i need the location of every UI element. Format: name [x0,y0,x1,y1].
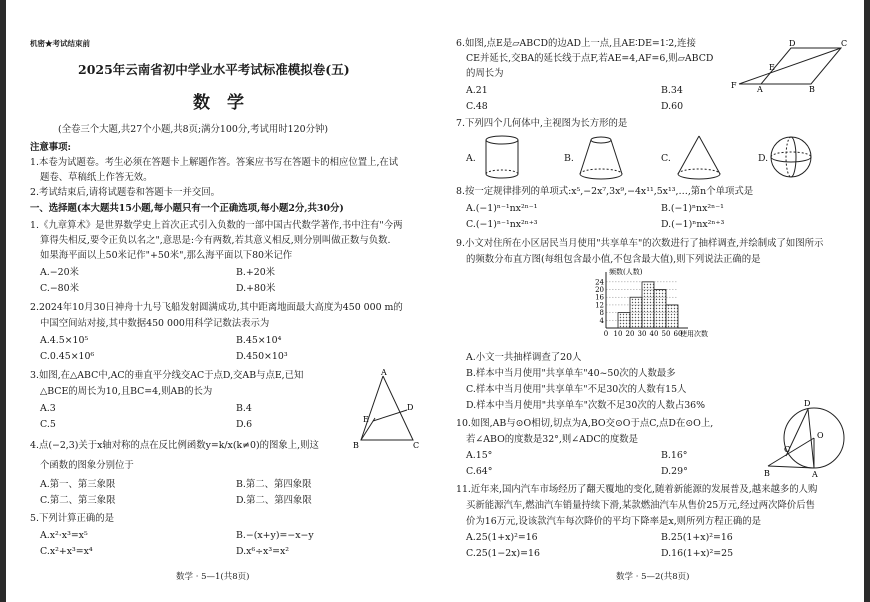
question-1-option-b: B.+20米 [236,267,276,278]
right-page [446,0,864,602]
question-1-text: 1.《九章算术》是世界数学史上首次正式引入负数的一部中国古代数学著作,书中注有"今两 [30,220,403,231]
question-6-text: 的周长为 [466,68,504,79]
question-3-option-d: D.6 [236,419,253,430]
left-page [6,0,426,602]
question-10-text: 若∠ABO的度数是32°,则∠ADC的度数是 [466,434,639,445]
x-tick-label: 30 [637,330,647,338]
circle-tangent-figure [764,400,850,478]
question-8-option-c: C.(−1)ⁿ⁻¹nx²ⁿ⁺³ [466,219,538,230]
triangle-figure [341,370,421,450]
y-tick-label: 12 [595,301,604,310]
x-tick-label: 60 [673,330,683,338]
question-1-option-d: D.+80米 [236,283,276,294]
cylinder-figure [482,134,522,180]
question-10-text: 10.如图,AB与⊙O相切,切点为A,BO交⊙O于点C,点D在⊙O上, [456,418,714,429]
figure-label: O [817,431,824,440]
question-2-option-c: C.0.45×10⁶ [40,351,95,362]
figure-label: D [804,399,811,408]
question-3-text: 3.如图,在△ABC中,AC的垂直平分线交AC于点D,交AB与点E,已知 [30,370,304,381]
question-7-option-d: D. [758,153,769,164]
question-10-option-d: D.29° [661,466,688,477]
question-2-option-b: B.45×10⁴ [236,335,282,346]
scan-edge-right [864,0,870,602]
question-11-option-b: B.25(1+x)²=16 [661,532,733,543]
question-8-option-b: B.(−1)ⁿnx²ⁿ⁻¹ [661,203,724,214]
note-line: 2.考试结束后,请将试题卷和答题卡一并交回。 [30,187,221,198]
question-2-text: 2.2024年10月30日神舟十九号飞船发射圆满成功,其中距离地面最大高度为450 000 m的 [30,302,403,313]
question-1-option-a: A.−20米 [40,267,79,278]
figure-label: A [812,470,818,479]
y-tick-label: 4 [599,316,604,325]
question-6-text: CE并延长,交BA的延长线于点F,若AE=4,AF=6,则▱ABCD [466,53,714,64]
question-4-option-a: A.第一、第三象限 [40,479,116,490]
question-5-option-a: A.x²·x³=x⁵ [40,530,88,541]
question-9-option-d: D.样本中当月使用"共享单车"次数不足30次的人数占36% [466,400,706,411]
question-4-option-d: D.第二、第四象限 [236,495,312,506]
question-11-option-d: D.16(1+x)²=25 [661,548,734,559]
figure-label: A [381,368,387,377]
question-8-text: 8.按一定规律排列的单项式:x⁵,−2x⁷,3x⁹,−4x¹¹,5x¹³,…,第n个单项式是 [456,186,754,197]
question-5-option-c: C.x²+x³=x⁴ [40,546,93,557]
question-7-option-b: B. [564,153,574,164]
y-tick-label: 16 [595,293,604,302]
question-6-option-d: D.60 [661,101,684,112]
question-11-option-c: C.25(1−2x)=16 [466,548,540,559]
question-9-option-c: C.样本中当月使用"共享单车"不足30次的人数有15人 [466,384,687,395]
figure-label: F [731,81,737,90]
y-axis-label: 频数(人数) [609,268,643,276]
sphere-figure [768,134,814,180]
frequency-histogram [592,268,722,344]
question-5-option-b: B.−(x+y)=−x−y [236,530,314,541]
question-11-text: 11.近年来,国内汽车市场经历了翻天覆地的变化,随着新能源的发展普及,越来越多的人购 [456,484,818,495]
x-tick-label: 0 [603,330,609,338]
confidential-tag: 机密★考试结束前 [30,39,90,48]
question-4-option-c: C.第二、第三象限 [40,495,116,506]
x-axis-label: 使用次数 [680,330,708,338]
question-11-text: 买新能源汽车,燃油汽车销量持续下滑,某款燃油汽车从售价25万元,经过两次降价后售 [466,500,815,511]
question-9-option-a: A.小文一共抽样调查了20人 [466,352,582,363]
question-5-text: 5.下列计算正确的是 [30,513,114,524]
question-11-text: 价为16万元,设该款汽车每次降价的平均下降率是x,则所列方程正确的是 [466,516,762,527]
figure-label: A [757,85,763,94]
histogram-bar [666,305,678,328]
cone-figure [674,134,724,180]
question-6-option-a: A.21 [466,85,488,96]
figure-label: C [413,441,420,450]
note-line: 1.本卷为试题卷。考生必须在答题卡上解题作答。答案应书写在答题卡的相应位置上,在试 [30,157,399,168]
question-7-option-c: C. [661,153,671,164]
x-tick-label: 50 [661,330,671,338]
question-4-option-b: B.第二、第四象限 [236,479,312,490]
question-5-option-d: D.x⁶÷x³=x² [236,546,290,557]
question-3-option-a: A.3 [40,403,56,414]
question-1-text: 如果海平面以上50米记作"+50米",那么海平面以下80米记作 [40,250,293,261]
question-7-text: 7.下列四个几何体中,主视图为长方形的是 [456,118,628,129]
question-9-option-b: B.样本中当月使用"共享单车"40~50次的人数最多 [466,368,676,379]
question-3-option-b: B.4 [236,403,252,414]
x-tick-label: 20 [625,330,635,338]
histogram-bar [618,313,630,328]
histogram-bar [654,290,666,328]
question-10-option-b: B.16° [661,450,688,461]
question-8-option-d: D.(−1)ⁿnx²ⁿ⁺³ [661,219,725,230]
x-tick-label: 40 [649,330,659,338]
subject-title: 数 学 [193,93,244,113]
parallelogram-figure [731,39,851,94]
question-9-text: 的频数分布直方图(每组包含最小值,不包含最大值),则下列说法正确的是 [466,254,761,265]
question-1-text: 算得失相反,要令正负以名之",意思是:今有两数,若其意义相反,则分别叫做正数与负数. [40,235,391,246]
question-2-text: 中国空间站对接,其中数据450 000用科学记数法表示为 [40,318,270,329]
figure-label: E [769,63,775,72]
y-tick-label: 20 [595,286,604,295]
question-1-option-c: C.−80米 [40,283,79,294]
figure-label: B [764,469,770,478]
y-tick-label: 8 [599,309,604,318]
note-line: 题卷、草稿纸上作答无效。 [40,172,153,183]
figure-label: E [363,415,369,424]
page-footer: 数学 · 5—2(共8页) [616,572,690,582]
histogram-bar [630,297,642,328]
question-2-option-d: D.450×10³ [236,351,288,362]
figure-label: B [353,441,359,450]
frustum-figure [576,134,626,180]
y-tick-label: 24 [595,278,604,287]
figure-label: C [784,445,791,454]
question-9-text: 9.小文对住所在小区居民当月使用"共享单车"的次数进行了抽样调查,并绘制成了如图所示 [456,238,824,249]
figure-label: B [809,85,815,94]
question-2-option-a: A.4.5×10⁵ [40,335,89,346]
question-7-option-a: A. [466,153,476,164]
question-6-text: 6.如图,点E是▱ABCD的边AD上一点,且AE∶DE=1∶2,连接 [456,38,696,49]
figure-label: D [789,39,796,48]
question-10-option-a: A.15° [466,450,493,461]
section-heading: 一、选择题(本大题共15小题,每小题只有一个正确选项,每小题2分,共30分) [30,203,344,214]
question-10-option-c: C.64° [466,466,493,477]
exam-title: 2025年云南省初中学业水平考试标准模拟卷(五) [78,62,350,77]
figure-label: D [407,403,414,412]
question-4-text: 个函数的图象分别位于 [40,460,134,471]
question-8-option-a: A.(−1)ⁿ⁻¹nx²ⁿ⁻¹ [466,203,538,214]
figure-label: C [841,39,848,48]
histogram-bar [642,282,654,328]
question-3-text: △BCE的周长为10,且BC=4,则AB的长为 [40,386,213,397]
notes-title: 注意事项: [30,142,71,153]
exam-info: (全卷三个大题,共27个小题,共8页;满分100分,考试用时120分钟) [58,124,328,135]
page-footer: 数学 · 5—1(共8页) [176,572,250,582]
question-6-option-b: B.34 [661,85,683,96]
question-11-option-a: A.25(1+x)²=16 [466,532,538,543]
question-4-text: 4.点(−2,3)关于x轴对称的点在反比例函数y=k/x(k≠0)的图象上,则这 [30,440,319,451]
x-tick-label: 10 [613,330,623,338]
question-6-option-c: C.48 [466,101,488,112]
question-3-option-c: C.5 [40,419,56,430]
